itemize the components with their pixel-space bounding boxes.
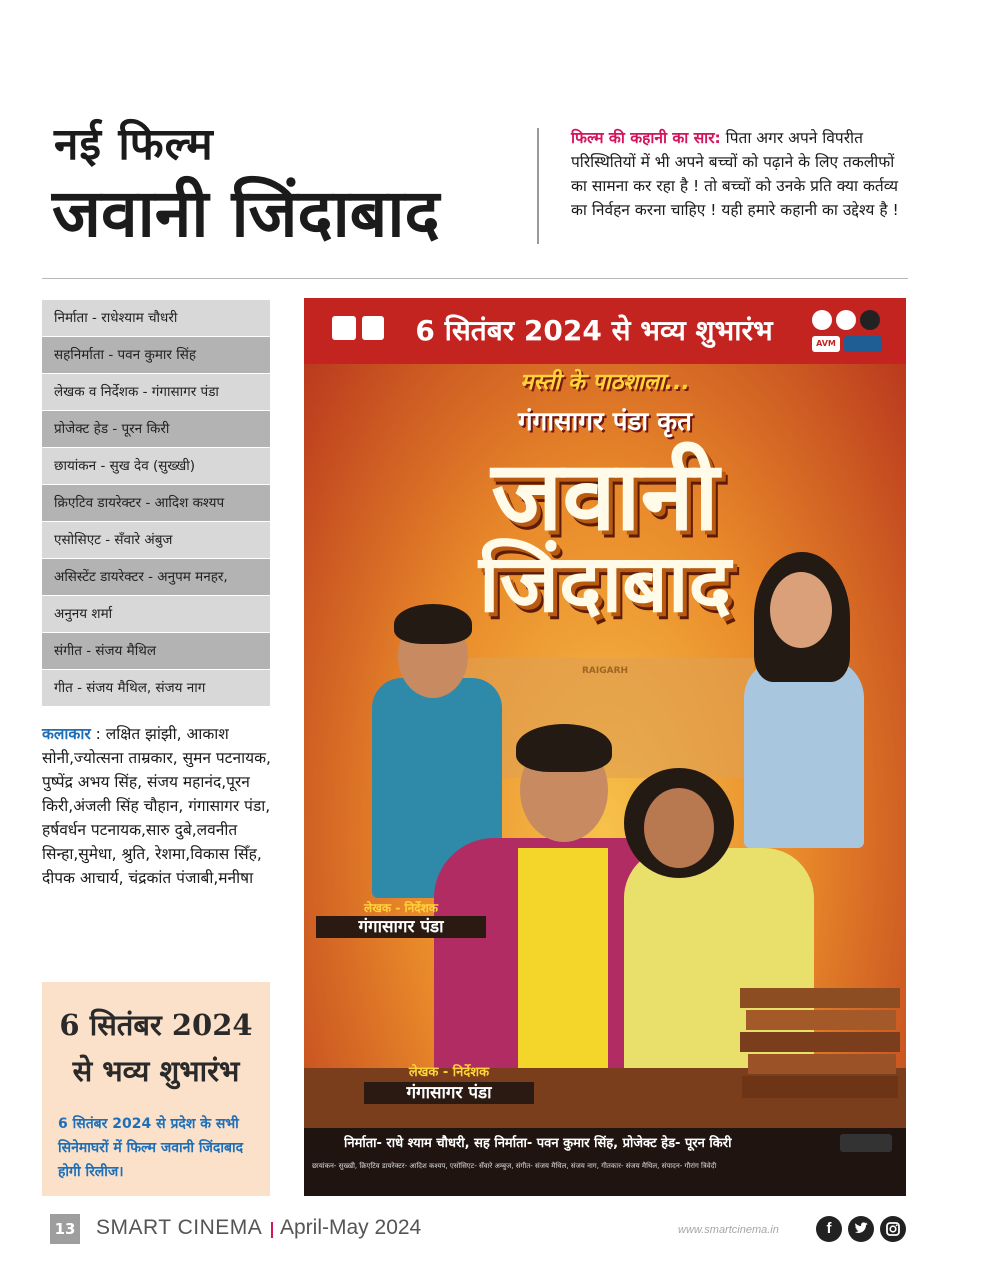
cast-text: : लक्षित झांझी, आकाश सोनी,ज्योत्सना ताम्रकार, सुमन पटनायक, पुष्पेंद्र अभय सिंह, संजय महानंद,पूरन किरी,अंजली सिंह चौहान, गंगासागर पंडा, हर्षवर्धन पटनायक,सारु दुबे,लवनीत सिन्हा,सुमेधा, श्रुति, रेशमा,विकास सिँह, दीपक आचार्य, चंद्रकांत पंजाबी,मनीषा: [42, 725, 271, 887]
credit-row: सहनिर्माता - पवन कुमार सिंह: [42, 337, 270, 374]
partner-logo-icon: [844, 336, 882, 352]
poster-title-line2: जिंदाबाद: [478, 537, 732, 630]
poster-writer-credit: [316, 900, 486, 938]
movie-poster: [304, 298, 906, 1196]
credit-row: संगीत - संजय मैथिल: [42, 633, 270, 670]
credits-table: [42, 300, 270, 707]
poster-credit-block: [304, 1128, 906, 1196]
synopsis-label: फिल्म की कहानी का सार:: [571, 129, 721, 147]
partner-logo-icon: [812, 310, 832, 330]
poster-credits-line: निर्माता- राधे श्याम चौधरी, सह निर्माता- पवन कुमार सिंह, प्रोजेक्ट हेड- पूरन किरी: [344, 1136, 732, 1151]
writer-label: लेखक - निर्देशक: [408, 1065, 490, 1080]
credit-row: लेखक व निर्देशक - गंगासागर पंडा: [42, 374, 270, 411]
credit-row: प्रोजेक्ट हेड - पूरन किरी: [42, 411, 270, 448]
credit-row: एसोसिएट - सँवारे अंबुज: [42, 522, 270, 559]
poster-date: 6 सितंबर 2024 से भव्य शुभारंभ: [415, 314, 773, 347]
article-title: जवानी जिंदाबाद: [52, 175, 440, 252]
twitter-icon[interactable]: [848, 1216, 874, 1242]
credit-row: निर्माता - राधेश्याम चौधरी: [42, 300, 270, 337]
book-stack: [740, 988, 900, 1108]
issue-date: April-May 2024: [280, 1216, 422, 1239]
credit-row: क्रिएटिव डायरेक्टर - आदिश कश्यप: [42, 485, 270, 522]
magazine-name: SMART CINEMA: [96, 1216, 263, 1239]
writer-name: गंगासागर पंडा: [316, 916, 486, 938]
poster-writer-credit-bottom: [364, 1064, 534, 1104]
poster-title-line1: जवानी: [491, 440, 719, 552]
partner-logo-icon: [860, 310, 880, 330]
credit-row: असिस्टेंट डायरेक्टर - अनुपम मनहर,: [42, 559, 270, 596]
release-date: 6 सितंबर 2024: [59, 1008, 253, 1042]
cast-list: [42, 722, 274, 890]
poster-tagline: मस्ती के पाठशाला...: [520, 370, 690, 395]
building-sign: RAIGARH: [582, 666, 629, 676]
article-kicker: नई फिल्म: [54, 119, 214, 170]
website-link[interactable]: www.smartcinema.in: [678, 1224, 779, 1236]
release-box: [42, 982, 270, 1196]
synopsis-text: पिता अगर अपने विपरीत परिस्थितियों में भी अपने बच्चों को पढ़ाने के लिए तकलीफों का सामना कर रहा है ! तो बच्चों को उनके प्रति क्या कर्तव्य का निर्वहन करना चाहिए ! यही हमारे कहानी का उद्देश्य है !: [571, 129, 899, 219]
poster-presents: गंगासागर पंडा कृत: [518, 407, 692, 437]
production-logo-icon: [362, 316, 384, 340]
facebook-icon[interactable]: f: [816, 1216, 842, 1242]
partner-logo-icon: [836, 310, 856, 330]
avm-logo: AVM: [812, 336, 840, 352]
release-note: 6 सितंबर 2024 से प्रदेश के सभी सिनेमाघरों में फिल्म जवानी जिंदाबाद होगी रिलीज।: [58, 1116, 244, 1180]
credit-row: गीत - संजय मैथिल, संजय नाग: [42, 670, 270, 707]
cast-label: कलाकार: [42, 725, 91, 743]
header-divider: [537, 128, 539, 244]
instagram-icon[interactable]: [880, 1216, 906, 1242]
producer-logo-icon: [332, 316, 356, 340]
twitter-bird-icon: [848, 1216, 874, 1242]
writer-label: लेखक - निर्देशक: [363, 901, 439, 915]
credit-row: छायांकन - सुख देव (सुख्खी): [42, 448, 270, 485]
streaming-logo-icon: [840, 1134, 892, 1152]
credit-row: अनुनय शर्मा: [42, 596, 270, 633]
synopsis: [571, 126, 911, 222]
release-headline: [42, 1002, 270, 1094]
header-rule: [42, 278, 908, 279]
poster-date-banner: [304, 298, 906, 364]
instagram-camera-icon: [880, 1216, 906, 1242]
poster-fine-print: छायांकन- सुख्खी, क्रिएटिव डायरेक्टर- आदिश कश्यप, एसोसिएट- सँवारे अम्बुज, संगीत- संजय मैथिल, संजय नाग, गीतकार- संजय मैथिल, संपादन- गौरांग त्रिवेदी: [312, 1162, 717, 1170]
page-number: 13: [50, 1214, 80, 1244]
footer-separator: [271, 1222, 273, 1238]
writer-name: गंगासागर पंडा: [364, 1082, 534, 1104]
release-subline: से भव्य शुभारंभ: [72, 1054, 240, 1088]
page-footer: [42, 1210, 908, 1250]
